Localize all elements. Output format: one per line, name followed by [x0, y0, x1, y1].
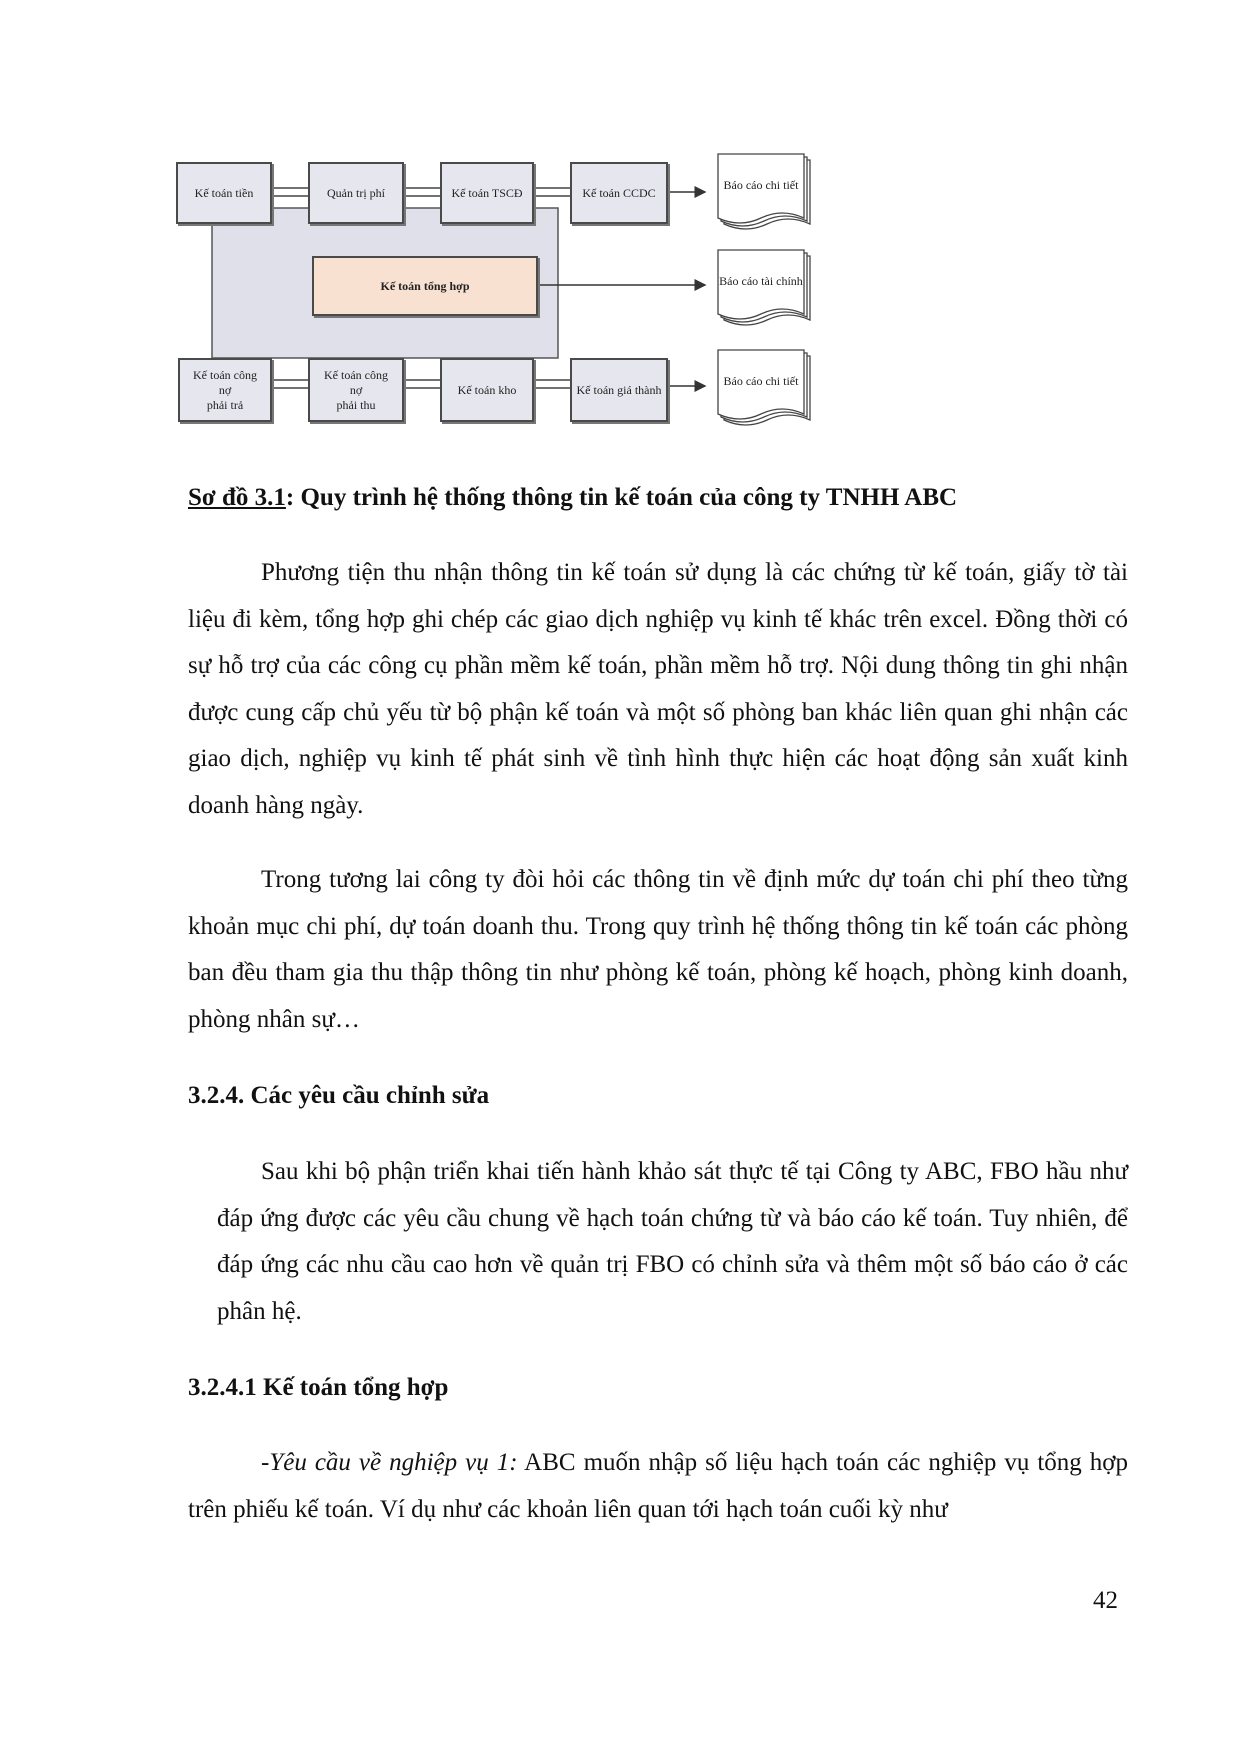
- paragraph-3: Sau khi bộ phận triển khai tiến hành khảo sát thực tế tại Công ty ABC, FBO hầu như đáp ứng được các yêu cầu chung về hạch toán chứng từ và báo cáo kế toán. Tuy nhiên, để đáp ứng các nhu cầu cao hơn về quản trị FBO có chỉnh sửa và thêm một số báo cáo ở các phân hệ.: [217, 1158, 1128, 1325]
- report-detail-top: Báo cáo chi tiết: [723, 178, 799, 192]
- paragraph-2: Trong tương lai công ty đòi hỏi các thông tin về định mức dự toán chi phí theo từng khoản mục chi phí, dự toán doanh thu. Trong quy trình hệ thống thông tin kế toán các phòng ban đều tham gia thu thập thông tin như phòng kế toán, phòng kế hoạch, phòng kinh doanh, phòng nhân sự…: [188, 866, 1128, 1033]
- report-detail-bottom: Báo cáo chi tiết: [723, 374, 799, 388]
- box-accounts-receivable: Kế toán công nợ phải thu: [308, 358, 404, 422]
- report-financial: Báo cáo tài chính: [719, 274, 803, 288]
- box-cash-accounting: Kế toán tiền: [176, 162, 272, 224]
- box-accounts-payable: Kế toán công nợ phải trả: [178, 358, 272, 422]
- box-inventory: Kế toán kho: [440, 358, 534, 422]
- paragraph-4: -Yêu cầu về nghiệp vụ 1: ABC muốn nhập số liệu hạch toán các nghiệp vụ tổng hợp trên phiếu kế toán. Ví dụ như các khoản liên quan tới hạch toán cuối kỳ như: [188, 1449, 1129, 1523]
- figure-caption: Sơ đồ 3.1: Quy trình hệ thống thông tin kế toán của công ty TNHH ABC: [188, 484, 958, 511]
- page-number: 42: [1093, 1587, 1118, 1614]
- paragraph-1: Phương tiện thu nhận thông tin kế toán sử dụng là các chứng từ kế toán, giấy tờ tài liệu đi kèm, tổng hợp ghi chép các giao dịch nghiệp vụ kinh tế khác trên excel. Đồng thời có sự hỗ trợ của các công cụ phần mềm kế toán, phần mềm hỗ trợ. Nội dung thông tin ghi nhận được cung cấp chủ yếu từ bộ phận kế toán và một số phòng ban khác liên quan ghi nhận các giao dịch, nghiệp vụ kinh tế phát sinh về tình hình thực hiện các hoạt động sản xuất kinh doanh hàng ngày.: [188, 559, 1128, 819]
- box-cost-of-goods: Kế toán giá thành: [570, 358, 668, 422]
- box-general-accounting: Kế toán tổng hợp: [312, 256, 538, 316]
- box-tools-supplies: Kế toán CCDC: [570, 162, 668, 224]
- box-cost-management: Quản trị phí: [308, 162, 404, 224]
- section-heading-3-2-4-1: 3.2.4.1 Kế toán tổng hợp: [188, 1374, 449, 1401]
- box-fixed-assets: Kế toán TSCĐ: [440, 162, 534, 224]
- section-heading-3-2-4: 3.2.4. Các yêu cầu chỉnh sửa: [188, 1082, 490, 1109]
- accounting-process-diagram: [170, 150, 830, 440]
